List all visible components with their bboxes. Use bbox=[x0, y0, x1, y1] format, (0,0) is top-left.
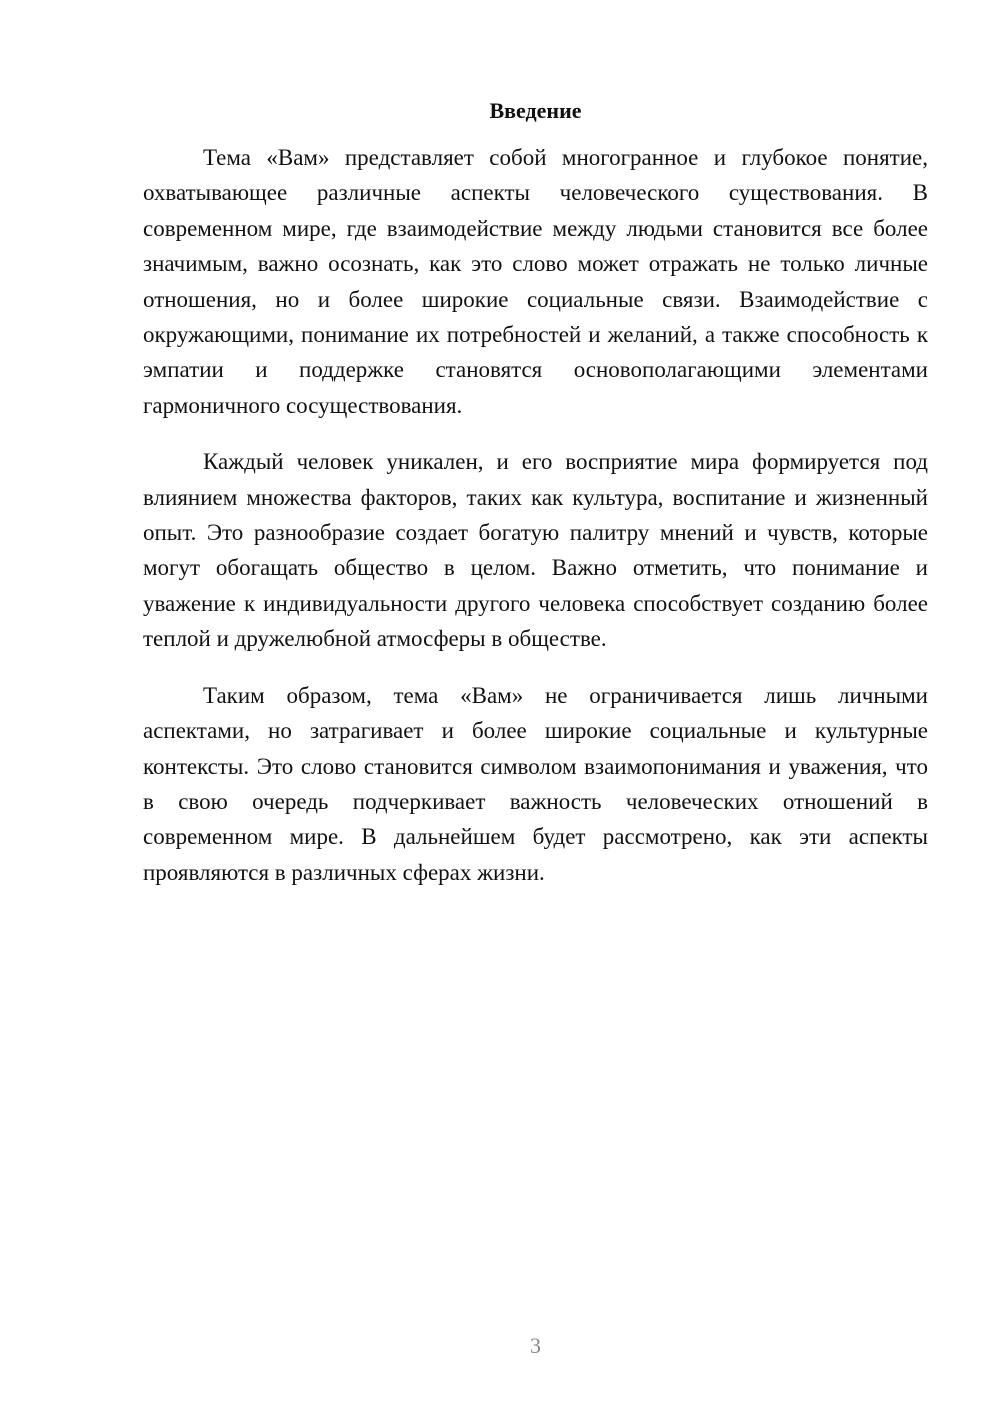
section-heading: Введение bbox=[489, 98, 582, 123]
page-content bbox=[143, 96, 928, 911]
paragraph-1: Тема «Вам» представляет собой многогранное и глубокое понятие, охватывающее различные аспекты человеческого существования. В современном мире, где взаимодействие между людьми становится все более значимым, важно осознать, как это слово может отражать не только личные отношения, но и более широкие социальные связи. Взаимодействие с окружающими, понимание их потребностей и желаний, а также способность к эмпатии и поддержке становятся основополагающими элементами гармоничного сосуществования. bbox=[143, 145, 928, 418]
page-number: 3 bbox=[530, 1333, 541, 1358]
paragraph-2: Каждый человек уникален, и его восприятие мира формируется под влиянием множества факторов, таких как культура, воспитание и жизненный опыт. Это разнообразие создает богатую палитру мнений и чувств, которые могут обогащать общество в целом. Важно отметить, что понимание и уважение к индивидуальности другого человека способствует созданию более теплой и дружелюбной атмосферы в обществе. bbox=[143, 449, 928, 652]
paragraph-3: Таким образом, тема «Вам» не ограничивается лишь личными аспектами, но затрагивает и более широкие социальные и культурные контексты. Это слово становится символом взаимопонимания и уважения, что в свою очередь подчеркивает важность человеческих отношений в современном мире. В дальнейшем будет рассмотрено, как эти аспекты проявляются в различных сферах жизни. bbox=[143, 682, 928, 885]
